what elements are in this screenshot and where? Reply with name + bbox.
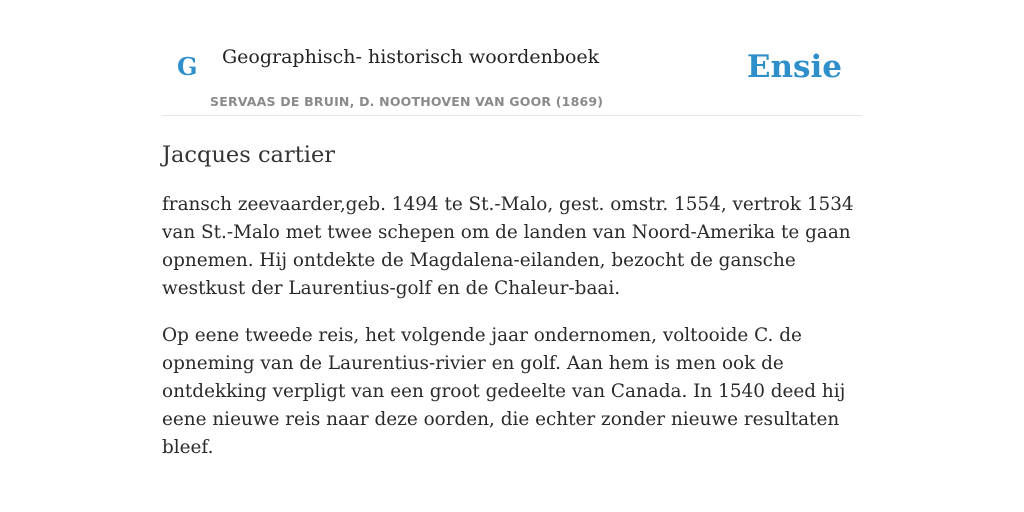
book-title[interactable]: Geographisch- historisch woordenboek (222, 46, 600, 68)
entry-paragraph: Op eene tweede reis, het volgende jaar ondernomen, voltooide C. de opneming van de Laurentius-rivier en golf. Aan hem is men ook de ontdekking verpligt van een groot gedeelte van Canada. In 1540 deed hij eene nieuwe reis naar deze oorden, die echter zonder nieuwe resultaten bleef. (162, 325, 846, 458)
book-authors: SERVAAS DE BRUIN, D. NOOTHOVEN VAN GOOR (1869) (210, 94, 604, 109)
entry-title: Jacques cartier (162, 142, 336, 168)
book-letter-link[interactable]: G (177, 52, 198, 81)
page-container (162, 0, 862, 481)
entry-body (162, 191, 862, 462)
entry-paragraph: fransch zeevaarder,geb. 1494 te St.-Malo, gest. omstr. 1554, vertrok 1534 van St.-Malo met twee schepen om de landen van Noord-Amerika te gaan opnemen. Hij ontdekte de Magdalena-eilanden, bezocht de gansche westkust der Laurentius-golf en de Chaleur-baai. (162, 194, 854, 299)
book-header (162, 0, 862, 116)
ensie-logo[interactable]: Ensie (746, 49, 842, 85)
